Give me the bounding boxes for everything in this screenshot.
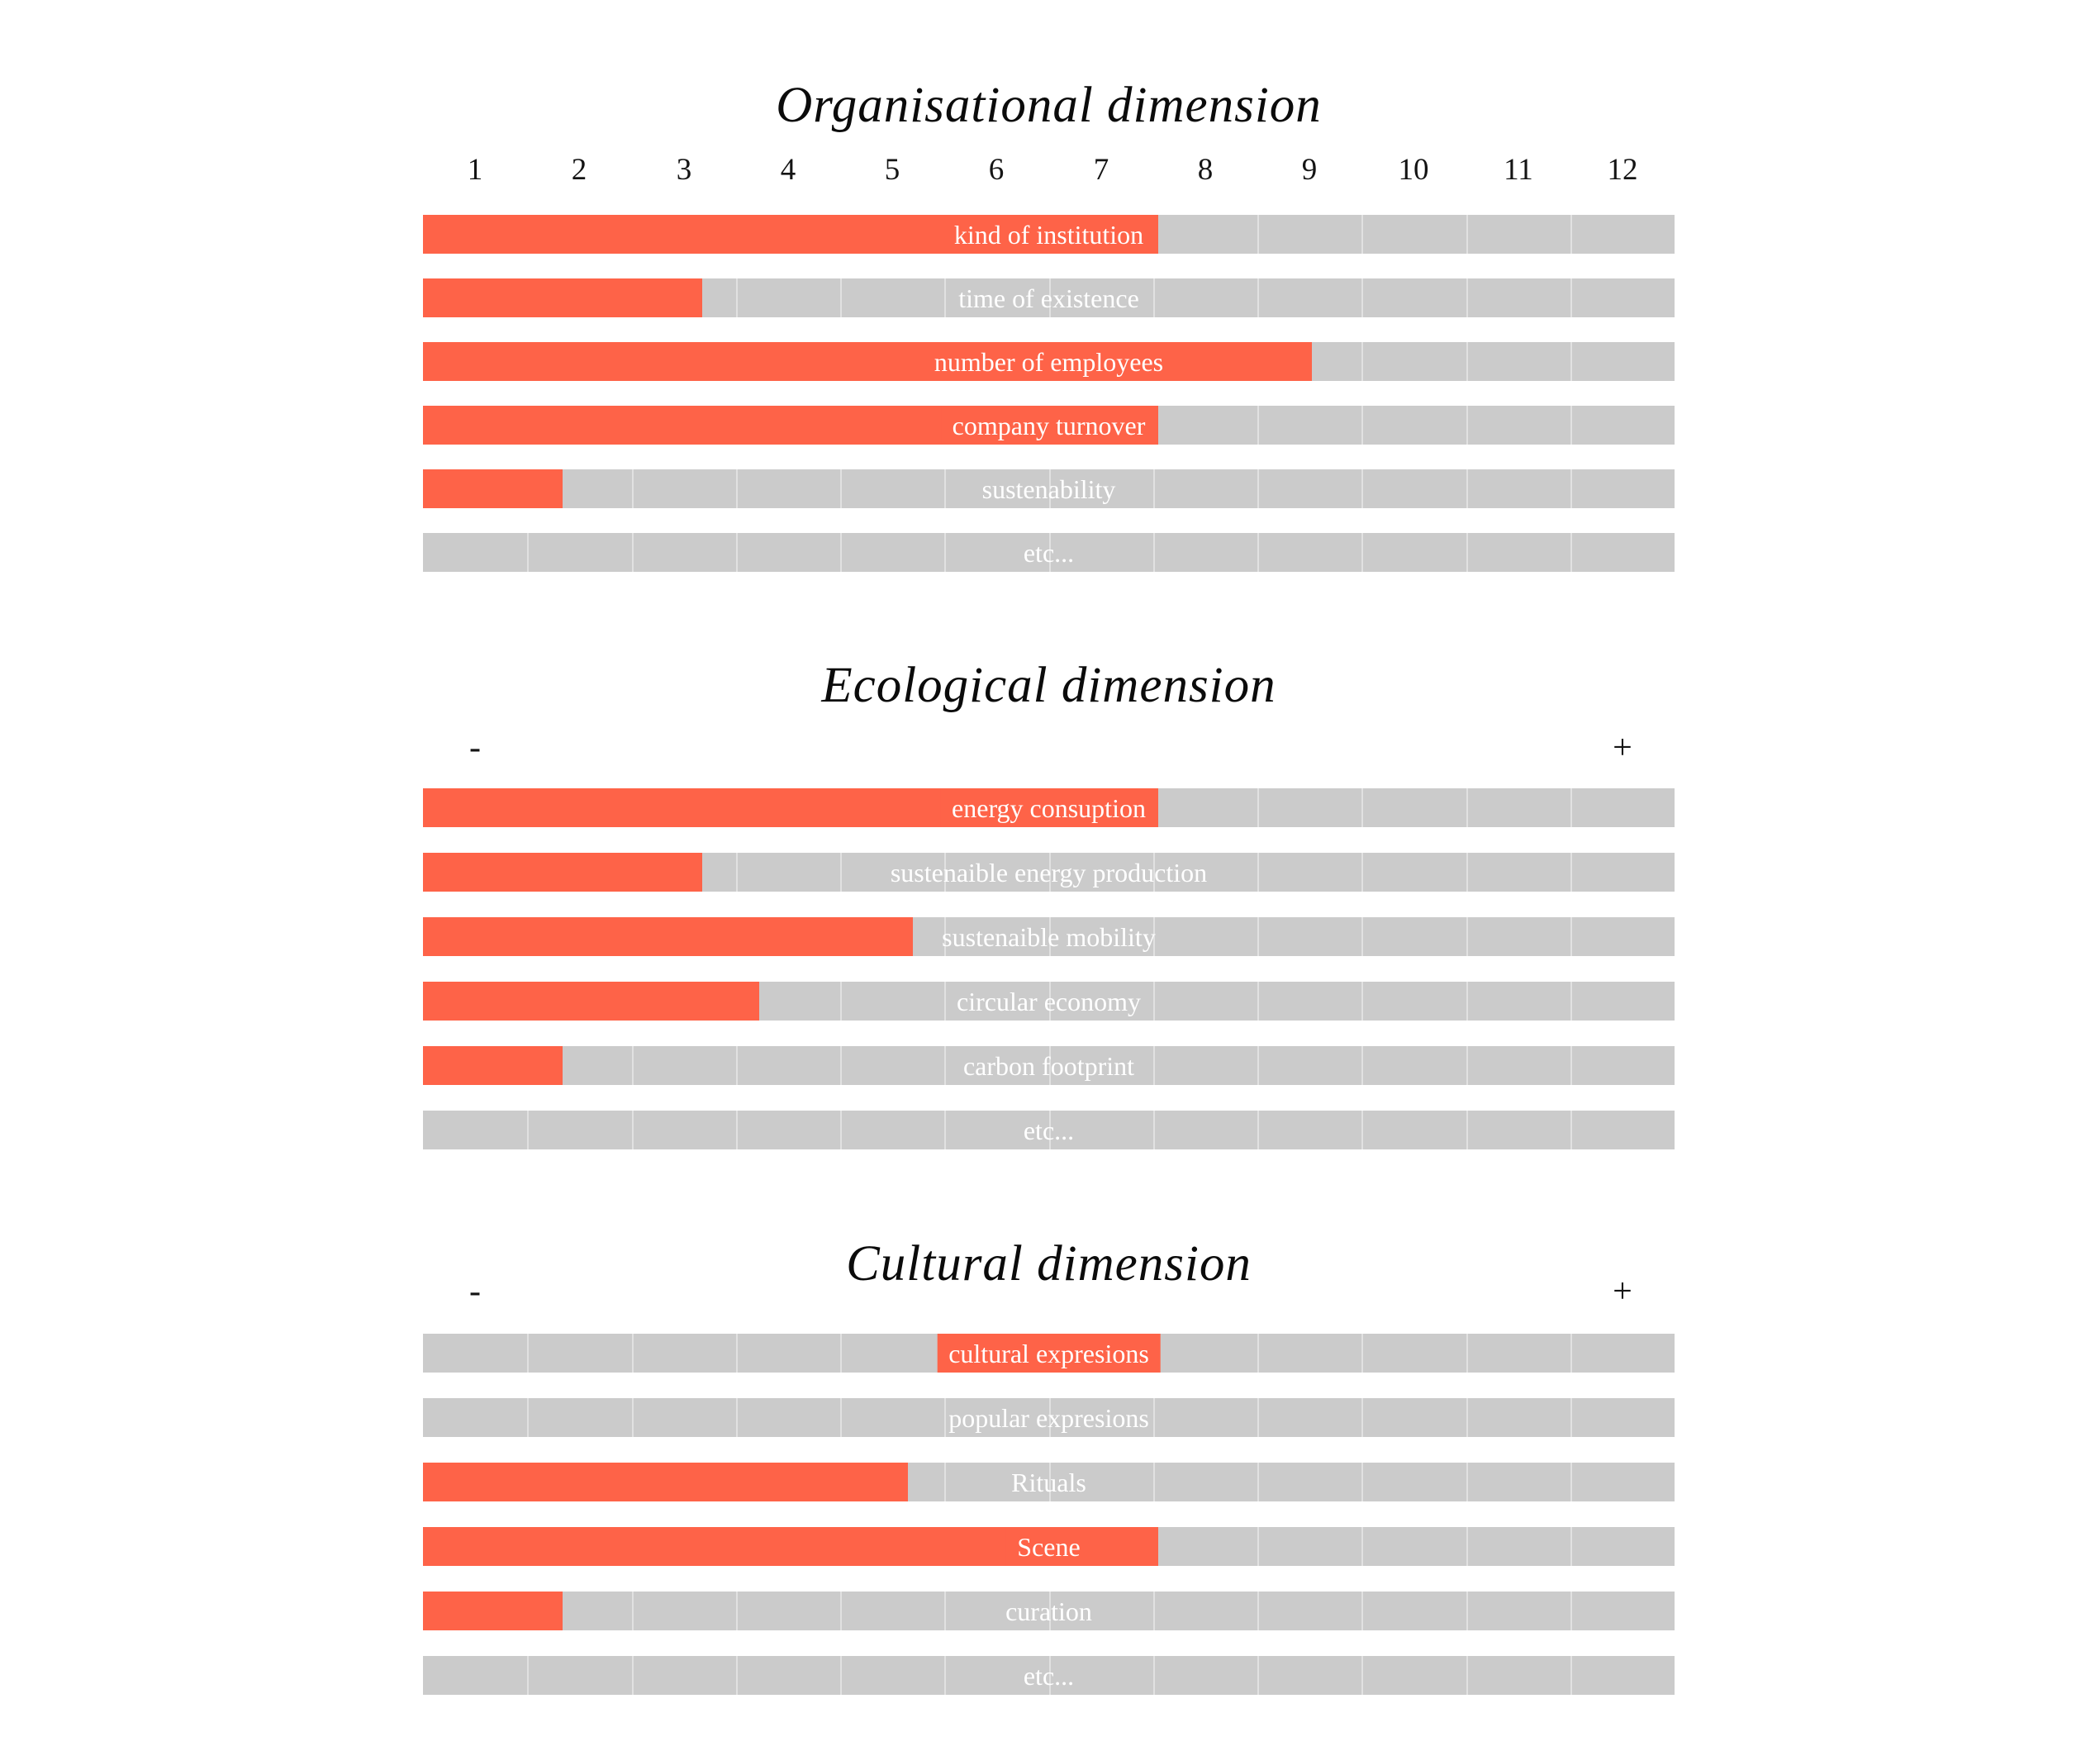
- segment-separator: [1570, 1656, 1572, 1695]
- segment-separator: [632, 1111, 634, 1149]
- segment-separator: [1570, 278, 1572, 317]
- segment-separator: [1361, 215, 1363, 254]
- segment-separator: [1153, 1592, 1155, 1630]
- segment-separator: [1466, 917, 1468, 956]
- bar-row: [423, 215, 1675, 254]
- bar-row: [423, 342, 1675, 381]
- segment-separator: [527, 533, 529, 572]
- segment-separator: [1466, 278, 1468, 317]
- bar-label: energy consuption: [940, 788, 1157, 827]
- segment-separator: [1570, 1334, 1572, 1373]
- segment-separator: [1361, 1656, 1363, 1695]
- segment-separator: [1153, 1046, 1155, 1085]
- segment-separator: [840, 1656, 842, 1695]
- bar-fill: [423, 342, 1312, 381]
- bar-row: [423, 469, 1675, 508]
- segment-separator: [1570, 853, 1572, 892]
- bar-row: [423, 1463, 1675, 1501]
- segment-separator: [1466, 1656, 1468, 1695]
- segment-separator: [944, 1592, 946, 1630]
- axis-tick: 7: [1093, 153, 1109, 187]
- segment-separator: [944, 469, 946, 508]
- segment-separator: [527, 1111, 529, 1149]
- segment-separator: [1361, 342, 1363, 381]
- axis-tick: 9: [1301, 153, 1318, 187]
- segment-separator: [1361, 1592, 1363, 1630]
- segment-separator: [1361, 917, 1363, 956]
- segment-separator: [1361, 788, 1363, 827]
- segment-separator: [1466, 1046, 1468, 1085]
- bar-row: [423, 406, 1675, 445]
- segment-separator: [1570, 1463, 1572, 1501]
- segment-separator: [1257, 1592, 1259, 1630]
- bar-row: [423, 917, 1675, 956]
- segment-separator: [1570, 342, 1572, 381]
- segment-separator: [1466, 982, 1468, 1021]
- segment-separator: [1466, 1463, 1468, 1501]
- bar-fill: [423, 982, 759, 1021]
- axis-tick: 11: [1504, 153, 1533, 187]
- segment-separator: [1570, 1398, 1572, 1437]
- segment-separator: [1361, 469, 1363, 508]
- bar-label: kind of institution: [943, 215, 1155, 254]
- segment-separator: [1361, 1463, 1363, 1501]
- segment-separator: [736, 1592, 738, 1630]
- segment-separator: [1257, 533, 1259, 572]
- segment-separator: [1257, 788, 1259, 827]
- segment-separator: [1466, 788, 1468, 827]
- bar-row: [423, 853, 1675, 892]
- bar-label: circular economy: [957, 987, 1141, 1016]
- segment-separator: [840, 1046, 842, 1085]
- segment-separator: [632, 469, 634, 508]
- segment-separator: [527, 1398, 529, 1437]
- segment-separator: [736, 1656, 738, 1695]
- bar-label: sustenaible mobility: [942, 922, 1156, 952]
- segment-separator: [632, 1592, 634, 1630]
- bar-row: [423, 533, 1675, 572]
- segment-separator: [1257, 917, 1259, 956]
- segment-separator: [1361, 853, 1363, 892]
- segment-separator: [632, 1046, 634, 1085]
- segment-separator: [736, 469, 738, 508]
- dimension-charts: [423, 0, 1675, 1751]
- segment-separator: [1466, 342, 1468, 381]
- bar-row: [423, 1046, 1675, 1085]
- segment-separator: [1466, 1592, 1468, 1630]
- segment-separator: [1361, 533, 1363, 572]
- segment-separator: [1153, 982, 1155, 1021]
- segment-separator: [1257, 1463, 1259, 1501]
- bar-label: number of employees: [934, 347, 1164, 377]
- segment-separator: [1466, 406, 1468, 445]
- segment-separator: [1466, 1398, 1468, 1437]
- segment-separator: [840, 1111, 842, 1149]
- segment-separator: [1570, 533, 1572, 572]
- bar-label: etc...: [1023, 1661, 1075, 1691]
- segment-separator: [1570, 917, 1572, 956]
- segment-separator: [840, 982, 842, 1021]
- bar-row: [423, 1656, 1675, 1695]
- segment-separator: [840, 1592, 842, 1630]
- segment-separator: [1257, 1656, 1259, 1695]
- segment-separator: [944, 533, 946, 572]
- segment-separator: [944, 278, 946, 317]
- segment-separator: [1570, 1111, 1572, 1149]
- bar-label: cultural expresions: [937, 1334, 1161, 1373]
- bar-fill: [423, 1046, 563, 1085]
- axis-tick: 6: [988, 153, 1005, 187]
- axis-tick: 8: [1197, 153, 1214, 187]
- bar-row: [423, 278, 1675, 317]
- segment-separator: [632, 1334, 634, 1373]
- bar-fill: [423, 1592, 563, 1630]
- segment-separator: [1257, 215, 1259, 254]
- axis-min-label: -: [469, 1273, 481, 1311]
- segment-separator: [1466, 1111, 1468, 1149]
- axis-max-label: +: [1613, 1273, 1632, 1311]
- segment-separator: [1361, 406, 1363, 445]
- segment-separator: [1361, 1398, 1363, 1437]
- segment-separator: [1153, 278, 1155, 317]
- segment-separator: [1153, 533, 1155, 572]
- segment-separator: [1153, 1111, 1155, 1149]
- bar-fill: [423, 278, 702, 317]
- segment-separator: [1257, 1111, 1259, 1149]
- segment-separator: [1361, 1046, 1363, 1085]
- segment-separator: [1361, 1111, 1363, 1149]
- segment-separator: [736, 1334, 738, 1373]
- segment-separator: [736, 1111, 738, 1149]
- segment-separator: [840, 853, 842, 892]
- segment-separator: [1466, 1527, 1468, 1566]
- segment-separator: [1361, 278, 1363, 317]
- segment-separator: [1361, 982, 1363, 1021]
- segment-separator: [1570, 215, 1572, 254]
- segment-separator: [1257, 982, 1259, 1021]
- segment-separator: [527, 1334, 529, 1373]
- segment-separator: [1257, 469, 1259, 508]
- bar-row: [423, 1592, 1675, 1630]
- bar-row: [423, 1334, 1675, 1373]
- segment-separator: [736, 853, 738, 892]
- segment-separator: [1257, 1398, 1259, 1437]
- bar-fill: [423, 1463, 908, 1501]
- segment-separator: [1466, 853, 1468, 892]
- segment-separator: [1570, 1527, 1572, 1566]
- segment-separator: [1570, 1046, 1572, 1085]
- section-title: Ecological dimension: [821, 658, 1276, 713]
- segment-separator: [1466, 469, 1468, 508]
- segment-separator: [1361, 1334, 1363, 1373]
- segment-separator: [944, 1656, 946, 1695]
- segment-separator: [527, 1656, 529, 1695]
- bar-fill: [423, 853, 702, 892]
- axis-tick: 4: [780, 153, 796, 187]
- segment-separator: [736, 533, 738, 572]
- segment-separator: [736, 1398, 738, 1437]
- segment-separator: [840, 469, 842, 508]
- bar-label: curation: [1005, 1596, 1092, 1626]
- segment-separator: [1257, 1046, 1259, 1085]
- bar-row: [423, 1111, 1675, 1149]
- axis-tick: 12: [1607, 153, 1638, 187]
- axis-tick: 10: [1398, 153, 1429, 187]
- segment-separator: [1257, 278, 1259, 317]
- segment-separator: [944, 1463, 946, 1501]
- section-title: Organisational dimension: [776, 78, 1322, 133]
- axis-tick: 1: [467, 153, 483, 187]
- bar-fill: [423, 917, 913, 956]
- bar-label: popular expresions: [948, 1403, 1149, 1433]
- bar-row: [423, 1527, 1675, 1566]
- segment-separator: [1153, 1656, 1155, 1695]
- segment-separator: [1257, 853, 1259, 892]
- segment-separator: [1570, 1592, 1572, 1630]
- bar-label: Rituals: [1011, 1468, 1086, 1497]
- segment-separator: [632, 1656, 634, 1695]
- bar-fill: [423, 469, 563, 508]
- bar-row: [423, 1398, 1675, 1437]
- bar-label: company turnover: [941, 406, 1157, 445]
- bar-label: time of existence: [958, 283, 1139, 313]
- bar-row: [423, 982, 1675, 1021]
- segment-separator: [1570, 788, 1572, 827]
- axis-tick: 2: [571, 153, 587, 187]
- segment-separator: [840, 1334, 842, 1373]
- bar-label: Scene: [1005, 1527, 1091, 1566]
- segment-separator: [840, 533, 842, 572]
- segment-separator: [632, 533, 634, 572]
- segment-separator: [1153, 469, 1155, 508]
- segment-separator: [736, 278, 738, 317]
- bar-label: etc...: [1023, 1116, 1075, 1145]
- segment-separator: [1466, 533, 1468, 572]
- segment-separator: [840, 1398, 842, 1437]
- bar-label: sustenability: [981, 474, 1116, 504]
- segment-separator: [632, 1398, 634, 1437]
- segment-separator: [1570, 406, 1572, 445]
- segment-separator: [1257, 406, 1259, 445]
- axis-max-label: +: [1613, 729, 1632, 767]
- segment-separator: [1257, 1527, 1259, 1566]
- segment-separator: [1361, 1527, 1363, 1566]
- segment-separator: [944, 1111, 946, 1149]
- segment-separator: [1257, 1334, 1259, 1373]
- bar-label: sustenaible energy production: [890, 858, 1208, 887]
- bar-label: carbon footprint: [962, 1051, 1135, 1081]
- segment-separator: [944, 1046, 946, 1085]
- bar-label: etc...: [1023, 538, 1075, 568]
- axis-min-label: -: [469, 729, 481, 767]
- segment-separator: [840, 278, 842, 317]
- axis-tick: 3: [676, 153, 692, 187]
- section-title: Cultural dimension: [846, 1236, 1252, 1292]
- segment-separator: [1153, 1463, 1155, 1501]
- segment-separator: [1570, 469, 1572, 508]
- segment-separator: [1466, 1334, 1468, 1373]
- segment-separator: [736, 1046, 738, 1085]
- bar-row: [423, 788, 1675, 827]
- axis-tick: 5: [884, 153, 900, 187]
- segment-separator: [1570, 982, 1572, 1021]
- segment-separator: [1466, 215, 1468, 254]
